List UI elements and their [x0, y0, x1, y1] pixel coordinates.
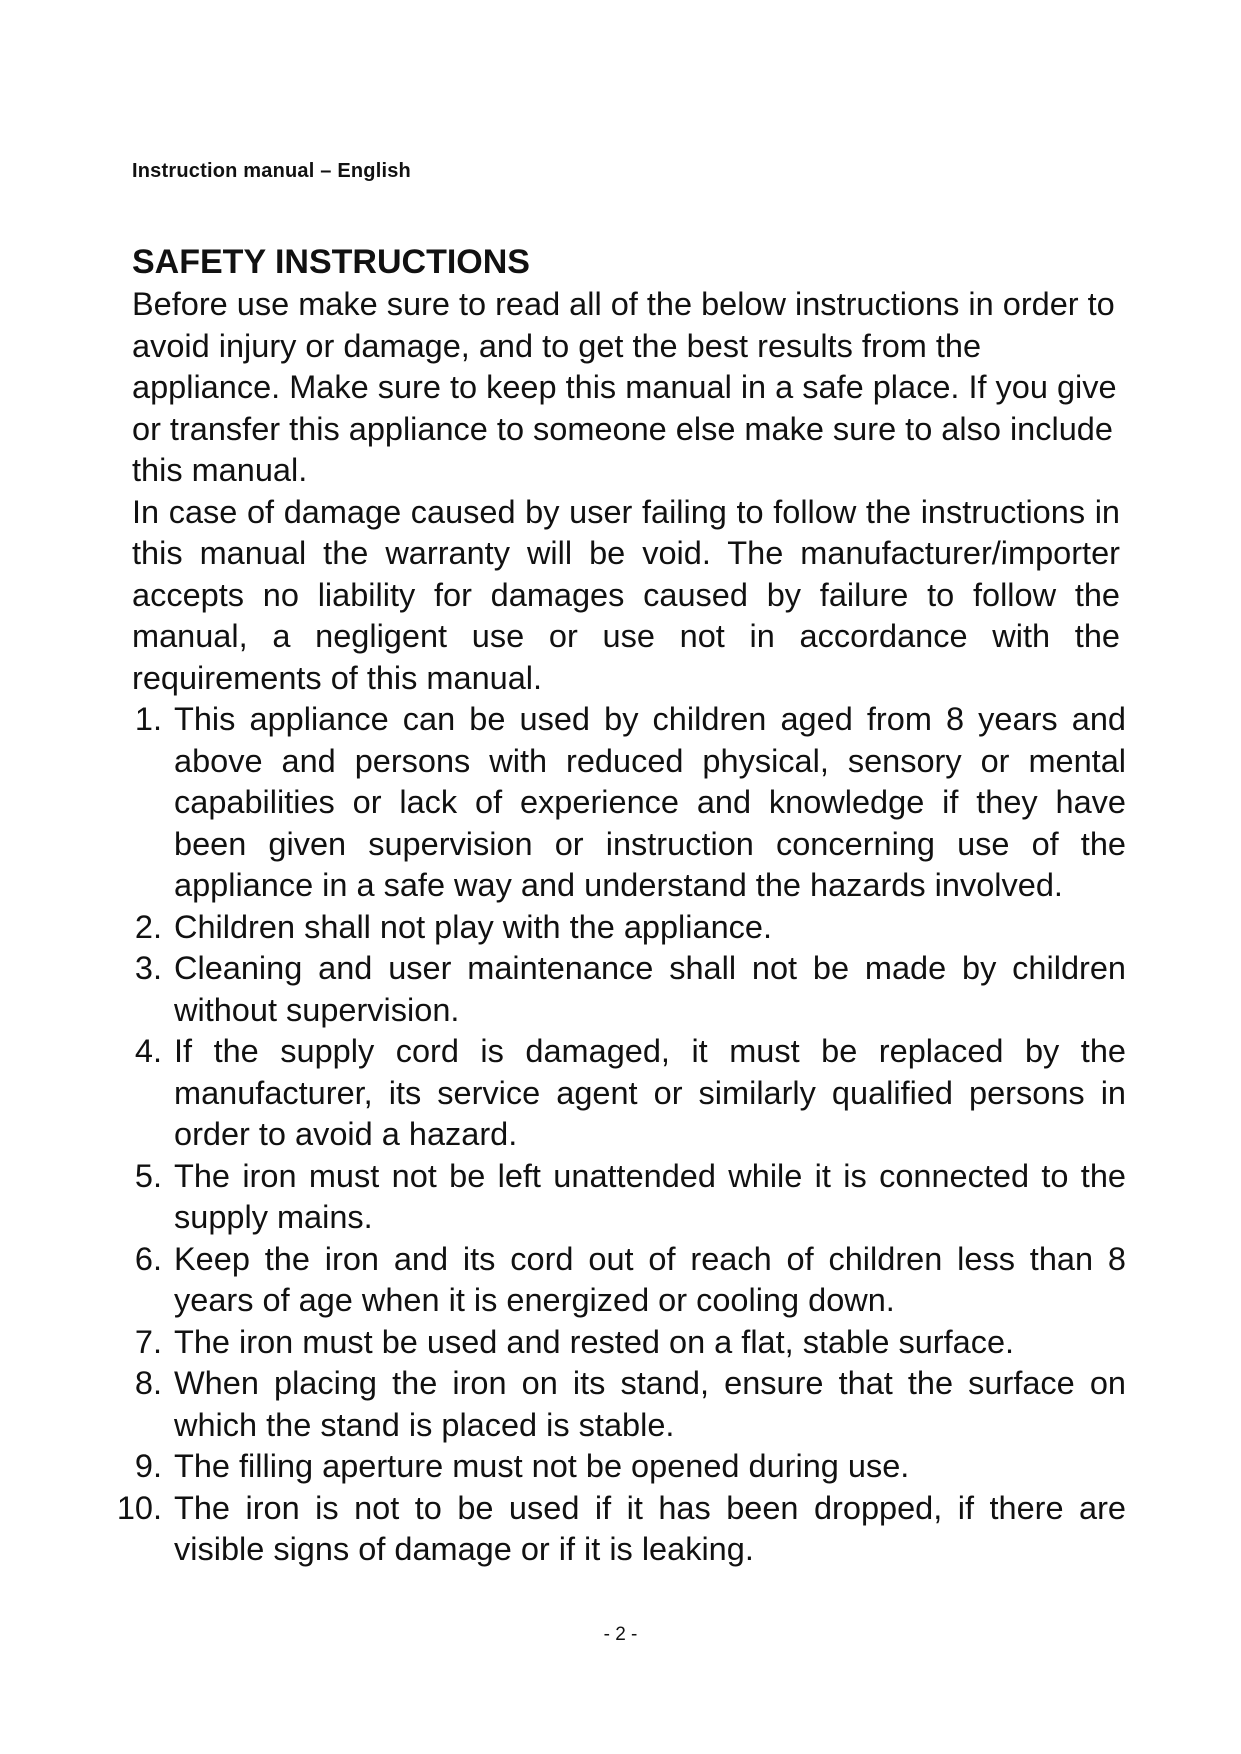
item-number: 5. [134, 1157, 162, 1194]
intro-paragraph: Before use make sure to read all of the below instructions in order to avoid injury or damage, and to get the best results from the appliance. Make sure to keep this manual in a safe place. If you give or transfer this appliance to someone else make sure to also include this manual. [132, 286, 1117, 488]
item-text: The iron must not be left unattended while it is connected to the supply mains. [174, 1157, 1126, 1235]
list-item [132, 948, 1126, 1031]
item-number: 7. [134, 1323, 162, 1360]
item-number: 8. [134, 1365, 162, 1401]
section-heading: SAFETY INSTRUCTIONS [132, 243, 530, 281]
item-number: 4. [134, 1033, 162, 1069]
list-item [132, 1031, 1126, 1156]
list-item [132, 907, 1126, 949]
document-header: Instruction manual – English [132, 160, 411, 182]
list-item [132, 1322, 1126, 1364]
item-text: The iron must be used and rested on a flat, stable surface. [174, 1323, 1015, 1360]
item-text: If the supply cord is damaged, it must be replaced by the manufacturer, its service agent or similarly qualified persons in order to avoid a hazard. [174, 1033, 1126, 1152]
item-text: When placing the iron on its stand, ensure that the surface on which the stand is placed is stable. [174, 1365, 1126, 1443]
item-text: Children shall not play with the appliance. [174, 908, 772, 945]
list-item [132, 1156, 1126, 1239]
item-number: 6. [134, 1240, 162, 1277]
item-text: The iron is not to be used if it has been dropped, if there are visible signs of damage or if it is leaking. [174, 1489, 1126, 1567]
item-number: 2. [134, 908, 162, 945]
warranty-paragraph: In case of damage caused by user failing to follow the instructions in this manual the warranty will be void. The manufacturer/importer accepts no liability for damages caused by failure to follow the manual, a negligent use or use not in accordance with the requirements of this manual. [132, 493, 1120, 696]
page-number: - 2 - [603, 1624, 638, 1645]
list-item [132, 1239, 1126, 1322]
item-text: Keep the iron and its cord out of reach of children less than 8 years of age when it is energized or cooling down. [174, 1240, 1126, 1318]
item-number: 3. [134, 950, 162, 986]
item-number: 10. [116, 1489, 162, 1526]
list-item [132, 1363, 1126, 1446]
item-text: Cleaning and user maintenance shall not be made by children without supervision. [174, 950, 1126, 1028]
safety-section [116, 240, 1126, 1571]
item-text: This appliance can be used by children aged from 8 years and above and persons with reduced physical, sensory or mental capabilities or lack of experience and knowledge if they have been given supervision or instruction concerning use of the appliance in a safe way and understand the hazards involved. [174, 701, 1126, 903]
item-text: The filling aperture must not be opened during use. [174, 1448, 910, 1484]
item-number: 9. [134, 1448, 162, 1484]
list-item [132, 699, 1126, 907]
safety-list [116, 699, 1126, 1571]
list-item [116, 1488, 1126, 1571]
item-number: 1. [134, 701, 162, 737]
list-item [132, 1446, 1126, 1488]
